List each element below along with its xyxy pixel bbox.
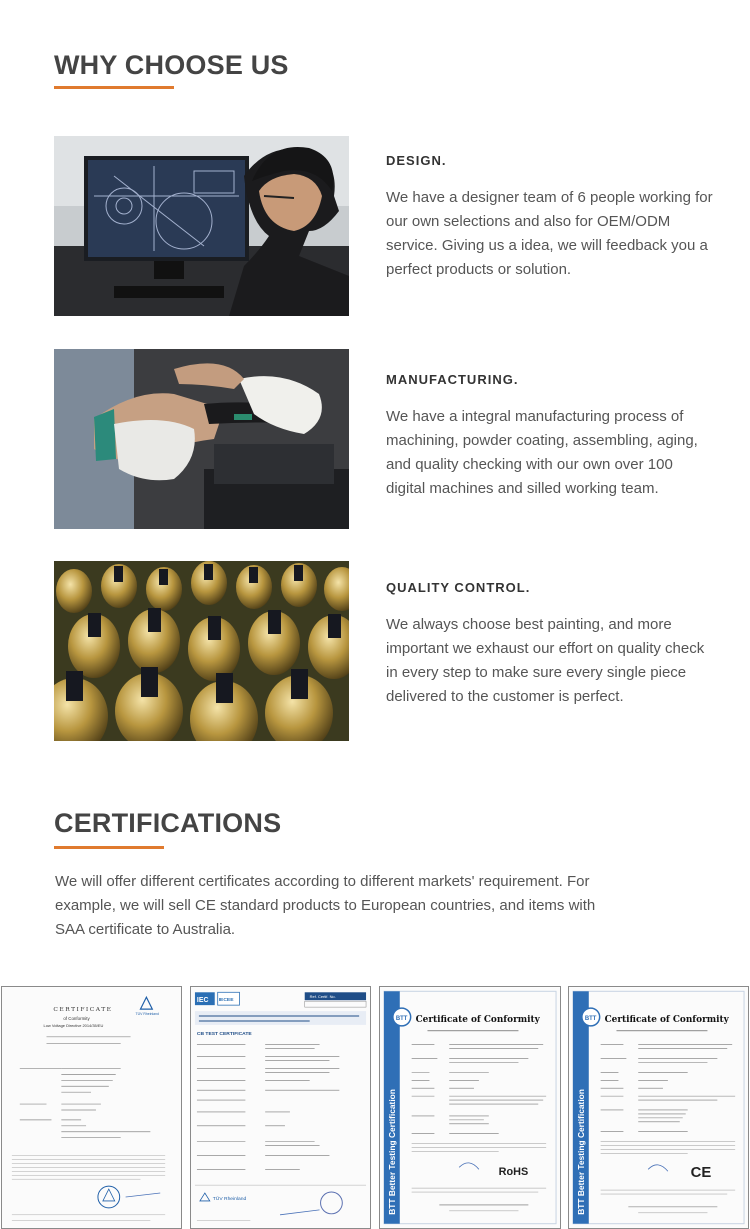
btt-banner: BTT Better Testing Certification	[386, 1089, 397, 1215]
certificate-heading: CERTIFICATE	[53, 1006, 113, 1014]
feature-text-manufacturing: We have a integral manufacturing process of machining, powder coating, assembling, aging, and quality checking with our own over 100 digital machines and silled working team.	[386, 408, 698, 497]
certificate-btt-ce[interactable]	[568, 986, 749, 1229]
certificate-heading: Certificate of Conformity	[415, 1014, 540, 1025]
issuer-name: TÜV Rheinland	[135, 1012, 159, 1017]
btt-banner: BTT Better Testing Certification	[575, 1089, 586, 1215]
certificate-subheading: of Conformity	[63, 1015, 90, 1021]
certificate-heading: Certificate of Conformity	[604, 1014, 729, 1025]
svg-text:BTT: BTT	[395, 1015, 408, 1022]
certificate-directive: Low Voltage Directive 2014/35/EU	[43, 1022, 104, 1028]
certificate-btt-rohs[interactable]	[379, 986, 561, 1229]
manufacturing-image	[54, 349, 349, 529]
quality-control-image	[54, 561, 349, 741]
svg-text:IECEE: IECEE	[218, 998, 234, 1004]
title-underline	[54, 846, 164, 849]
certifications-intro: We will offer different certificates according to different markets' requirement. For example, we will sell CE standard products to European countries, and items with SAA certificate to Australia.	[55, 873, 596, 938]
certificate-gallery	[0, 986, 750, 1229]
feature-heading-design: DESIGN.	[386, 153, 447, 168]
certifications-title: CERTIFICATIONS	[54, 808, 282, 838]
svg-text:BTT: BTT	[584, 1015, 597, 1022]
design-image	[54, 136, 349, 316]
feature-text-quality-control: We always choose best painting, and more important we exhaust our effort on quality check in every step to make sure every single piece delivered to the customer is perfect.	[386, 616, 705, 705]
title-underline	[54, 86, 174, 89]
certificate-ce-lvd[interactable]	[1, 986, 182, 1229]
ce-mark: CE	[690, 1165, 712, 1182]
feature-text-design: We have a designer team of 6 people working for our own selections and also for OEM/ODM service. Giving us a idea, we will feedback you a perfect products or solution.	[386, 189, 713, 278]
ref-cert-label: Ref. Certif. No.	[309, 994, 336, 1000]
why-choose-us-title: WHY CHOOSE US	[54, 50, 289, 80]
certificate-iec-cb[interactable]	[190, 986, 371, 1229]
svg-text:IEC: IEC	[196, 997, 209, 1005]
feature-heading-quality-control: QUALITY CONTROL.	[386, 580, 531, 595]
feature-heading-manufacturing: MANUFACTURING.	[386, 372, 519, 387]
issuer-name: TÜV Rheinland	[212, 1196, 247, 1202]
certificate-heading: CB TEST CERTIFICATE	[196, 1031, 252, 1037]
rohs-mark: RoHS	[498, 1166, 529, 1179]
